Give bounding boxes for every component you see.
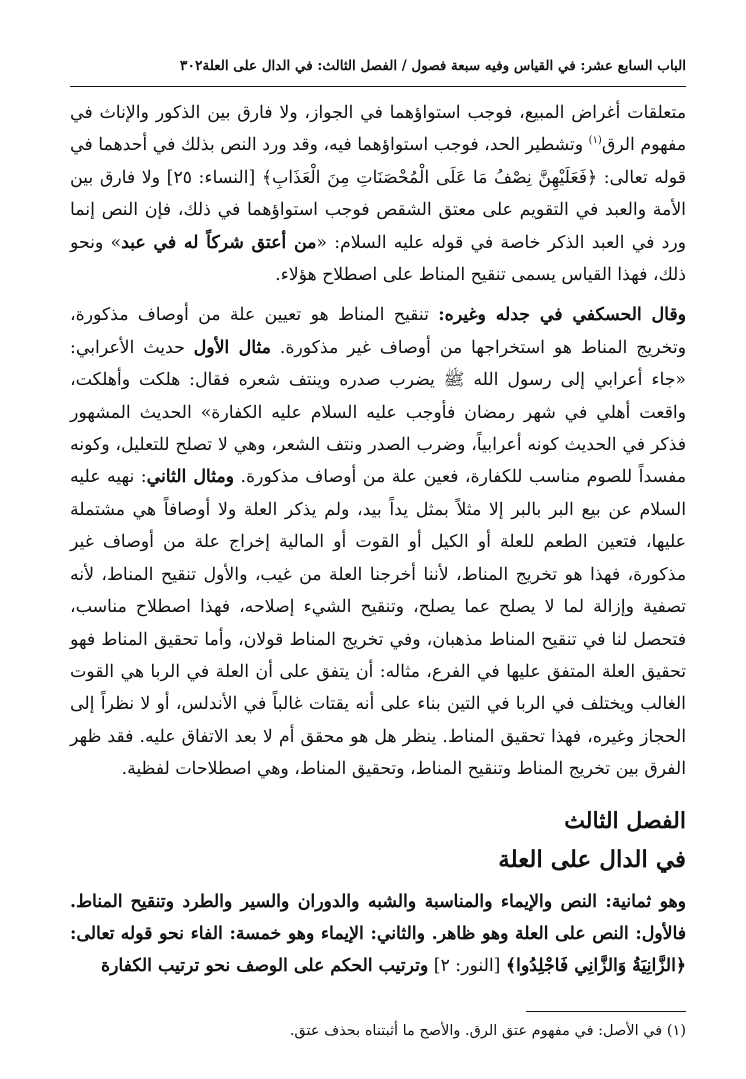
text-line: أهلي في شهر رمضان فأوجب عليه السلام عليه الكفارة» الحديث المشهور فذكر في الحديث (70, 402, 686, 456)
text-line: متعلقات أغراض المبيع، فوجب استواؤهما في الجواز، ولا فارق بين الذكور والإناث في (70, 103, 686, 123)
paragraph-1 (70, 97, 686, 291)
text-line: يصلح، وتنقيح الشيء إصلاحه، فهذا اصطلاح مناسب، فتحصل لنا في تنقيح المناط (70, 597, 686, 650)
example-label: ومثال الثاني (146, 467, 234, 488)
text-line: المناط. فالأول: النص على العلة وهو ظاهر. والثاني: الإيماء وهو خمسة: الفاء نحو قوله (70, 891, 686, 944)
example-label: مثال الأول (193, 337, 271, 358)
footnote (70, 1020, 686, 1042)
text-line: تنقيح المناط هو تعيين علة من أوصاف مذكورة، (70, 305, 439, 326)
text-line: مذهبان، وفي تخريج المناط قولان، وأما تحقيق المناط فهو تحقيق العلة المتفق عليها في (70, 629, 687, 682)
text-line: وتشطير الحد، فوجب استواؤهما فيه، وقد ورد النص بذلك في أحدهما في (70, 135, 589, 156)
text-line: مفهوم الرق (601, 135, 686, 156)
running-header (70, 58, 686, 87)
text-line-quran-quote: قوله تعالى: ﴿فَعَلَيْهِنَّ نِصْفُ مَا عَلَى الْمُحْصَنَاتِ مِنَ الْعَذَابِ﴾ [النساء: ٢٥] ولا فارق بين الأمة (70, 167, 686, 221)
footnote-marker: (١) (666, 1023, 686, 1039)
text-line-quran-quote: تعالى: ﴿الزَّانِيَةُ وَالزَّانِي فَاجْلِدُوا﴾ (70, 923, 686, 977)
text-line: ينظر هل هو محقق أم لا بعد الاتفاق عليه. فقد ظهر الفرق بين تخريج المناط وتنقيح (70, 726, 686, 780)
text-line: القياس يسمى تنقيح المناط على اصطلاح هؤلاء. (275, 265, 612, 286)
text-line: : نهيه عليه السلام عن بيع البر (70, 467, 686, 520)
text-line: وتخريج المناط هو استخراجها من أوصاف غير مذكورة. (270, 337, 686, 358)
paragraph-2 (70, 299, 686, 785)
paragraph-lead: وقال الحسكفي في جدله وغيره: (438, 305, 686, 326)
text-line: بناء على أنه يقتات غالباً في الأندلس، أو لا نظراً إلى الحجاز وغيره، فهذا تحقيق المناط. (70, 694, 687, 747)
footnote-text: في الأصل: في مفهوم عتق الرق. والأصح ما أثبتناه بحذف عتق. (289, 1023, 667, 1039)
text-line: العبد الذكر خاصة في قوله عليه السلام: « (316, 232, 625, 253)
main-text (70, 97, 686, 983)
text-line: لأننا أخرجنا العلة من غيب، والأول تنقيح المناط، لأنه تصفية وإزالة لما لا يصلح عما (70, 564, 686, 618)
page-number (0, 58, 202, 74)
text-line: المناط، وتحقيق المناط، وهي اصطلاحات لفظية. (121, 759, 463, 780)
hadith-quote: من أعتق شركاً له في عبد (121, 232, 317, 253)
text-line: وهو ثمانية: النص والإيماء والمناسبة والشبه والدوران والسير والطرد وتنقيح (130, 891, 687, 912)
running-header-title: الباب السابع عشر: في القياس وفيه سبعة فصول / الفصل الثالث: في الدال على العلة (202, 58, 686, 74)
book-page (70, 58, 686, 1068)
paragraph-3 (70, 886, 686, 983)
chapter-heading: الفصل الثالث (564, 807, 686, 834)
footnote-divider (526, 1011, 686, 1012)
text-line: حديث الأعرابي: «جاء (70, 337, 686, 391)
text-line: مناسب للكفارة، فعين علة من أوصاف مذكورة. (233, 467, 581, 488)
chapter-subheading: في الدال على العلة (498, 845, 686, 873)
text-line: والعبد في التقويم على معتق الشقص فوجب استواؤهما في ذلك، فإن النص إنما ورد في (70, 200, 686, 253)
text-line: » ونحو ذلك، فهذا (70, 232, 686, 286)
text-line: أو الكيل أو القوت أو المالية إخراج علة من أوصاف غير مذكورة، فهذا هو تخريج المناط، (70, 532, 686, 585)
page-number-arabic: ٣٠٢ (179, 58, 203, 74)
verse-reference: [النور: ٢] (428, 956, 506, 977)
text-line: وترتيب الحكم على الوصف نحو ترتيب الكفارة (100, 956, 429, 977)
text-line: الفرع، مثاله: أن يتفق على أن العلة في الربا هي القوت الغالب ويختلف في الربا في التين (70, 661, 686, 715)
text-line: كونه أعرابياً، وضرب الصدر ونتف الشعر، وهي لا تصلح للتعليل، وكونه مفسداً للصوم (70, 435, 686, 488)
footnote-reference[interactable]: (١) (588, 135, 602, 147)
text-line: أعرابي إلى رسول الله ﷺ يضرب صدره وينتف شعره فقال: هلكت وأهلكت، واقعت (70, 370, 686, 423)
text-line: بالبر إلا مثلاً بمثل يداً بيد، ولم يذكر العلة ولا أوصافاً هي مشتملة عليها، فتعين الطعم للعلة (70, 499, 686, 553)
